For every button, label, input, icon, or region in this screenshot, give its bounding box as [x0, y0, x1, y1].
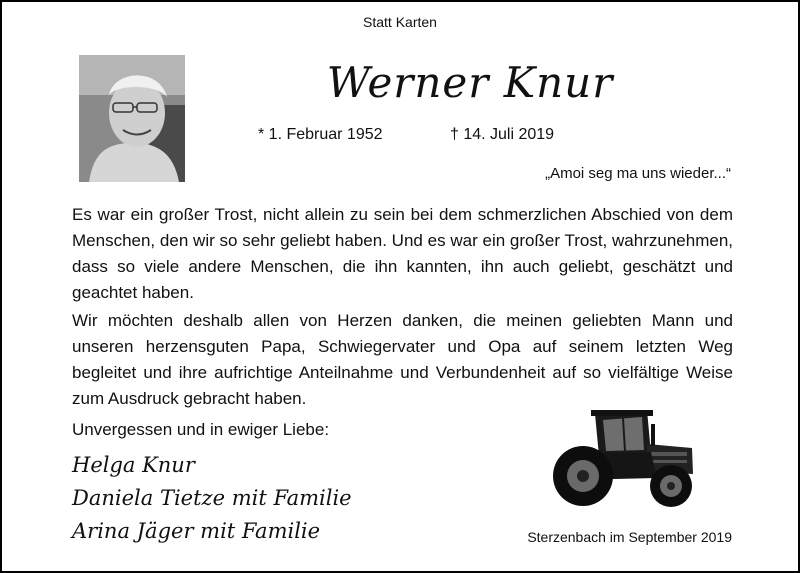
portrait-photo — [79, 55, 185, 182]
tractor-icon — [547, 404, 697, 510]
birth-date: * 1. Februar 1952 — [258, 126, 383, 143]
closing-line: Unvergessen und in ewiger Liebe: — [72, 420, 330, 439]
signature-2: Daniela Tietze mit Familie — [72, 486, 352, 510]
paragraph-2: Wir möchten deshalb allen von Herzen danken, die meinen geliebten Mann und unseren herzensguten Papa, Schwiegervater und Opa auf seinem letzten Weg begleitet und ihre aufrichtige Anteilnahme und Verbundenheit auf so vielfältige Weise zum Ausdruck gebracht haben. — [72, 311, 733, 408]
body-text — [72, 202, 733, 412]
deceased-name: Werner Knur — [326, 58, 614, 107]
paragraph-1: Es war ein großer Trost, nicht allein zu sein bei dem schmerzlichen Abschied von dem Menschen, den wir so sehr geliebt haben. Und es war ein großer Trost, wahrzunehmen, dass so viele andere Menschen, die ihn kannten, ihn auch geliebt, geschätzt und geachtet haben. — [72, 205, 733, 302]
header-statt-karten: Statt Karten — [363, 14, 437, 30]
signatures — [72, 449, 352, 548]
life-dates — [258, 126, 555, 144]
place-and-date: Sterzenbach im September 2019 — [527, 529, 732, 545]
death-date: † 14. Juli 2019 — [450, 126, 555, 143]
signature-1: Helga Knur — [72, 453, 195, 477]
quote: „Amoi seg ma uns wieder...“ — [545, 165, 731, 182]
signature-3: Arina Jäger mit Familie — [72, 519, 321, 543]
